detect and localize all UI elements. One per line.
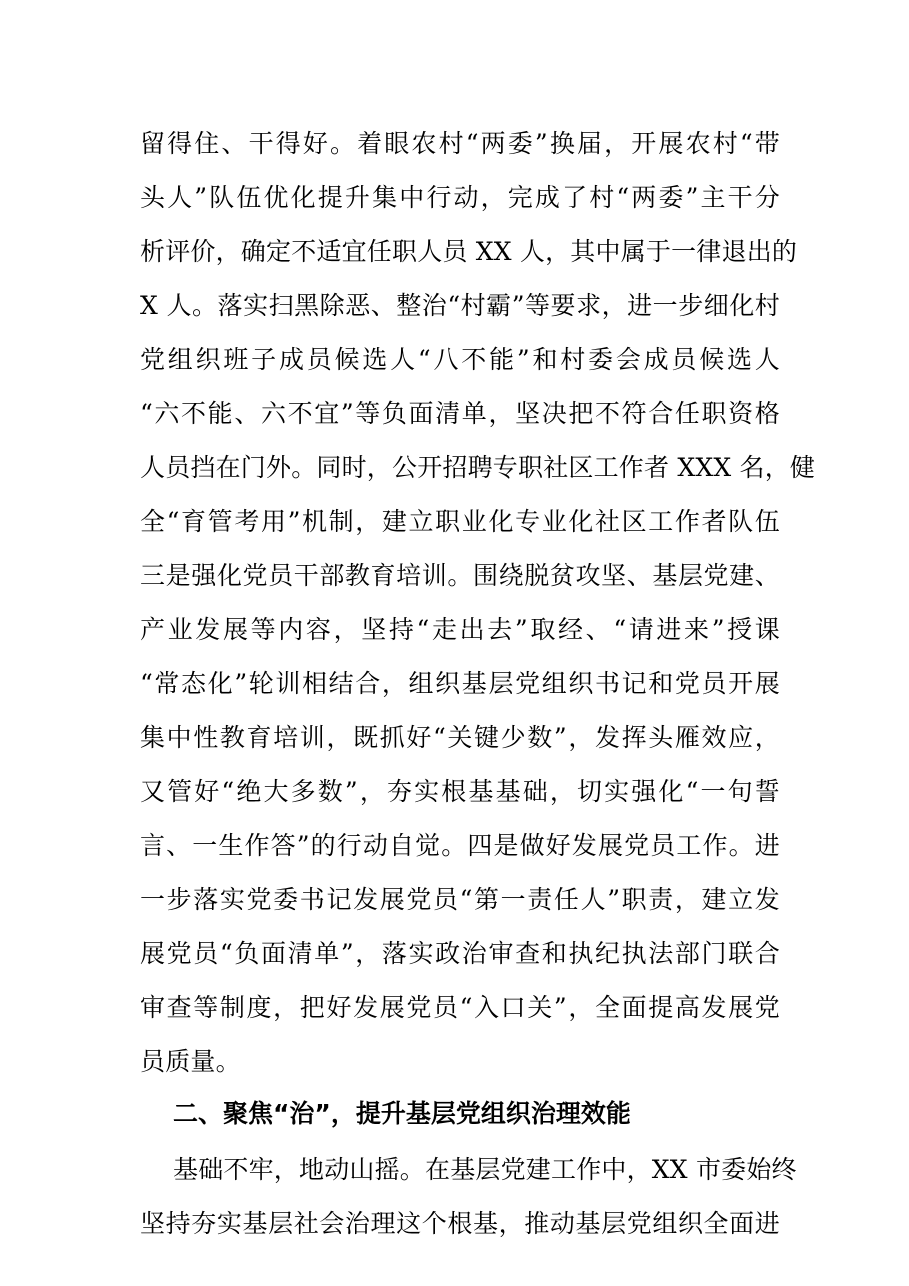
body-text-line: 审查等制度，把好发展党员“入口关”，全面提高发展党: [140, 993, 780, 1022]
body-text-line: 三是强化党员干部教育培训。围绕脱贫攻坚、基层党建、: [140, 561, 780, 590]
body-text-line: 析评价，确定不适宜任职人员 XX 人，其中属于一律退出的: [140, 237, 798, 266]
body-text-line: 基础不牢，地动山摇。在基层党建工作中，XX 市委始终: [173, 1155, 797, 1184]
body-text-line: 人员挡在门外。同时，公开招聘专职社区工作者 XXX 名，健: [140, 453, 816, 482]
body-text-line: 言、一生作答”的行动自觉。四是做好发展党员工作。进: [140, 831, 780, 860]
body-text-line: 员质量。: [140, 1047, 241, 1076]
body-text-line: “六不能、六不宜”等负面清单，坚决把不符合任职资格: [140, 399, 780, 428]
body-text-line: 集中性教育培训，既抓好“关键少数”，发挥头雁效应，: [140, 723, 780, 752]
section-heading: 二、聚焦“治”，提升基层党组织治理效能: [173, 1099, 631, 1128]
body-text-line: 头人”队伍优化提升集中行动，完成了村“两委”主干分: [140, 183, 780, 212]
body-text-line: 产业发展等内容，坚持“走出去”取经、“请进来”授课: [140, 615, 780, 644]
body-text-line: 一步落实党委书记发展党员“第一责任人”职责，建立发: [140, 885, 780, 914]
body-text-line: 党组织班子成员候选人“八不能”和村委会成员候选人: [140, 345, 780, 374]
body-text-line: 展党员“负面清单”，落实政治审查和执纪执法部门联合: [140, 939, 780, 968]
body-text-line: 又管好“绝大多数”，夯实根基基础，切实强化“一句誓: [140, 777, 780, 806]
body-text-line: 坚持夯实基层社会治理这个根基，推动基层党组织全面进: [140, 1209, 780, 1238]
body-text-line: 留得住、干得好。着眼农村“两委”换届，开展农村“带: [140, 129, 780, 158]
body-text-line: X 人。落实扫黑除恶、整治“村霸”等要求，进一步细化村: [140, 291, 780, 320]
body-text-line: 全“育管考用”机制，建立职业化专业化社区工作者队伍: [140, 507, 780, 536]
body-text-line: “常态化”轮训相结合，组织基层党组织书记和党员开展: [140, 669, 780, 698]
